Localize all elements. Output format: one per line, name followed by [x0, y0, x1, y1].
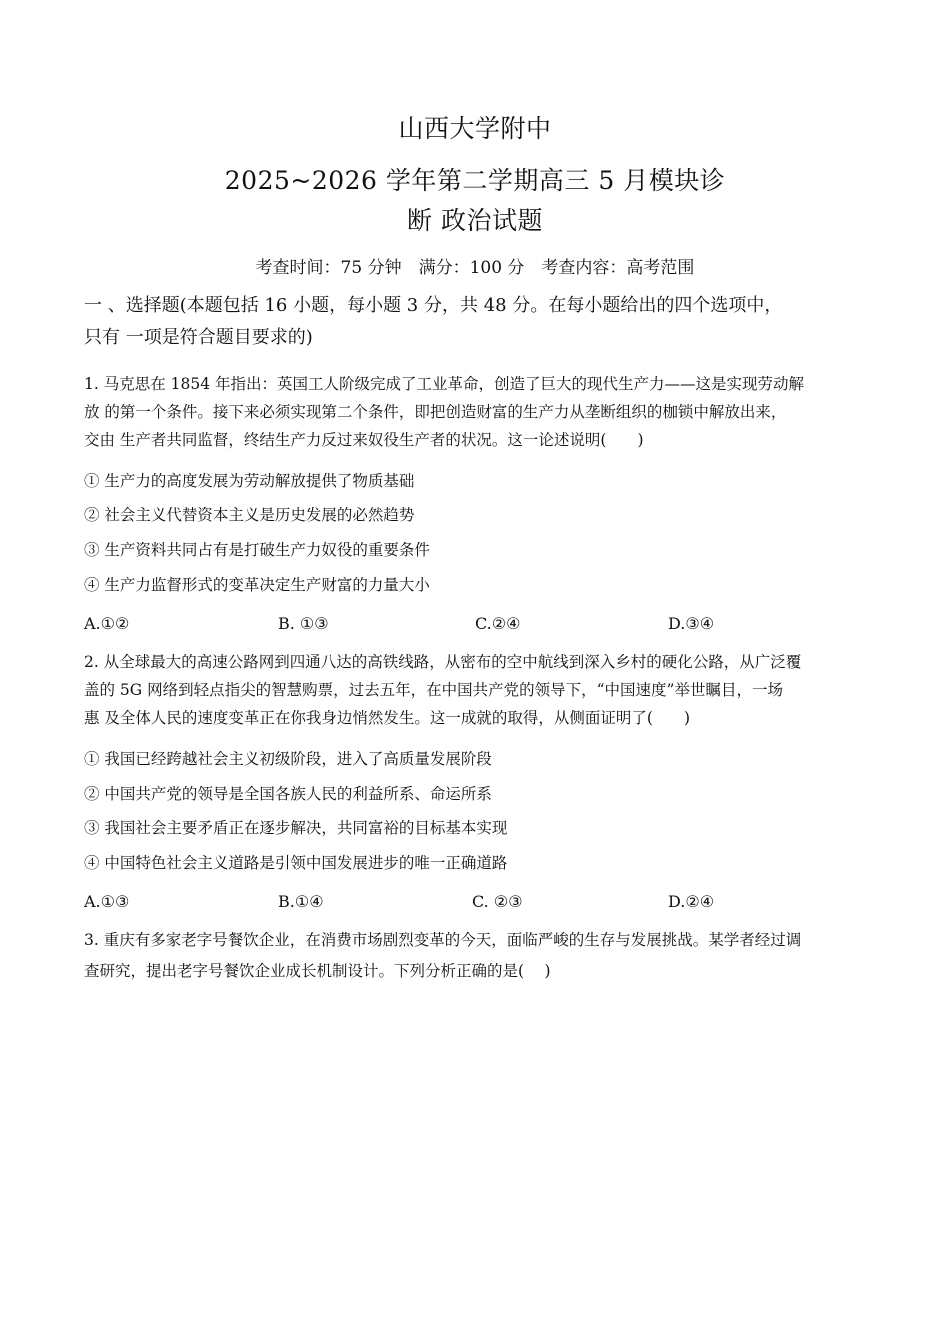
exam-info: 考查时间：75 分钟 满分：100 分 考查内容：高考范围 — [255, 258, 695, 278]
answer-choice-a: A.①② — [84, 614, 130, 633]
answer-choices — [0, 612, 950, 636]
statement-option: ② 社会主义代替资本主义是历史发展的必然趋势 — [84, 506, 415, 524]
statement-option: ④ 生产力监督形式的变革决定生产财富的力量大小 — [84, 576, 430, 594]
statement-option: ③ 我国社会主要矛盾正在逐步解决，共同富裕的目标基本实现 — [84, 819, 508, 837]
section-heading-line2: 只有 一项是符合题目要求的) — [84, 327, 313, 348]
school-name: 山西大学附中 — [398, 114, 552, 143]
answer-choice-d: D.②④ — [668, 892, 715, 911]
answer-choice-b: B. ①③ — [278, 614, 329, 633]
section-heading-line1: 一 、选择题(本题包括 16 小题，每小题 3 分，共 48 分。在每小题给出的四个选项中， — [84, 295, 783, 316]
statement-option: ① 我国已经跨越社会主义初级阶段，进入了高质量发展阶段 — [84, 750, 492, 768]
question-stem-line: 交由 生产者共同监督，终结生产力反过来奴役生产者的状况。这一论述说明( ) — [84, 431, 644, 449]
answer-choices — [0, 890, 950, 914]
statement-option: ③ 生产资料共同占有是打破生产力奴役的重要条件 — [84, 541, 430, 559]
question-stem-line: 惠 及全体人民的速度变革正在你我身边悄然发生。这一成就的取得，从侧面证明了( ) — [84, 709, 691, 727]
question-stem-line: 3. 重庆有多家老字号餐饮企业，在消费市场剧烈变革的今天，面临严峻的生存与发展挑战。某学者经过调 — [84, 931, 802, 949]
answer-choice-c: C.②④ — [475, 614, 521, 633]
statement-option: ② 中国共产党的领导是全国各族人民的利益所系、命运所系 — [84, 785, 492, 803]
statement-option: ④ 中国特色社会主义道路是引领中国发展进步的唯一正确道路 — [84, 854, 508, 872]
question-stem-line: 2. 从全球最大的高速公路网到四通八达的高铁线路，从密布的空中航线到深入乡村的硬化公路，从广泛覆 — [84, 653, 802, 671]
statement-option: ① 生产力的高度发展为劳动解放提供了物质基础 — [84, 472, 415, 490]
exam-title-line1: 2025~2026 学年第二学期高三 5 月模块诊 — [224, 166, 726, 195]
question-stem-line: 盖的 5G 网络到轻点指尖的智慧购票，过去五年，在中国共产党的领导下，“中国速度”举世瞩目，一场 — [84, 681, 783, 699]
answer-choice-d: D.③④ — [668, 614, 715, 633]
question-stem-line: 查研究，提出老字号餐饮企业成长机制设计。下列分析正确的是( ) — [84, 962, 551, 980]
question-stem-line: 1. 马克思在 1854 年指出：英国工人阶级完成了工业革命，创造了巨大的现代生产力——这是实现劳动解 — [84, 375, 805, 393]
answer-choice-c: C. ②③ — [472, 892, 523, 911]
answer-choice-a: A.①③ — [84, 892, 130, 911]
answer-choice-b: B.①④ — [278, 892, 324, 911]
exam-title-line2: 断 政治试题 — [407, 206, 543, 235]
question-stem-line: 放 的第一个条件。接下来必须实现第二个条件，即把创造财富的生产力从垄断组织的枷锁中解放出来， — [84, 403, 787, 421]
